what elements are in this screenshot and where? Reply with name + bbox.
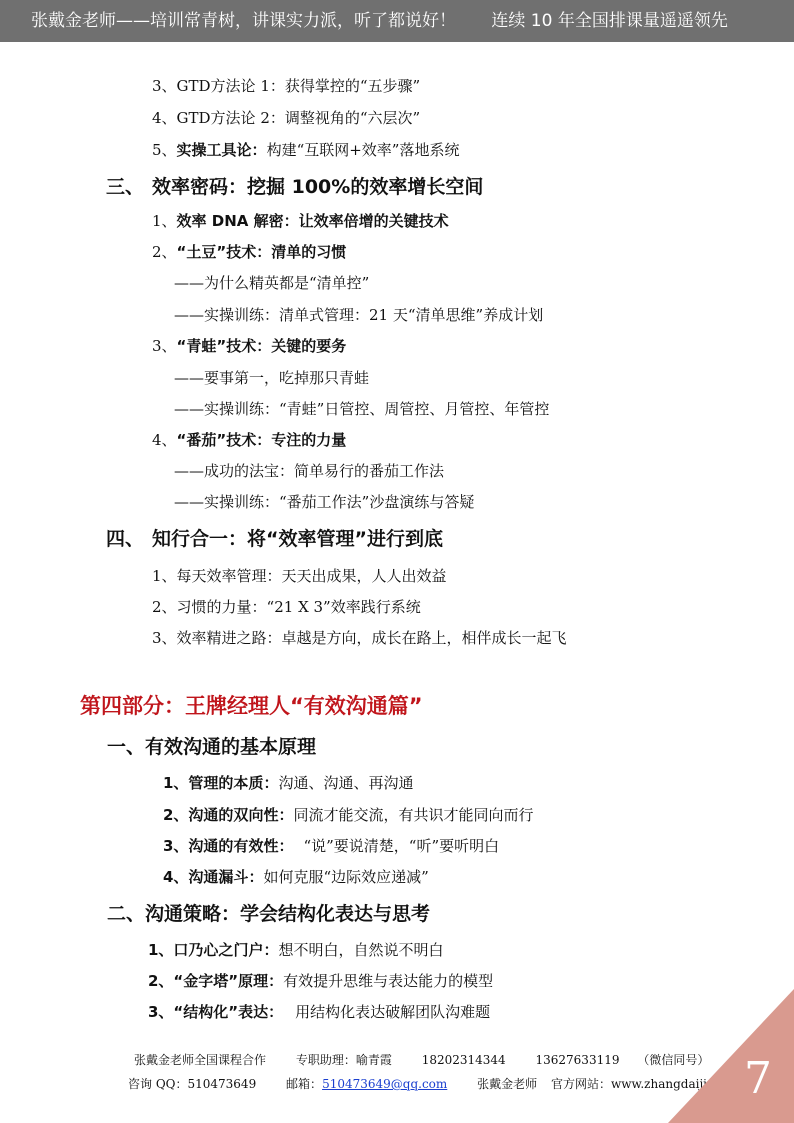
footer-wechat-note: （微信同号） — [637, 1053, 710, 1067]
list-item — [148, 1001, 490, 1023]
item-text: 用结构化表达破解团队沟难题 — [295, 1003, 491, 1021]
section-title: 知行合一：将“效率管理”进行到底 — [152, 528, 443, 550]
section-heading — [106, 526, 443, 552]
item-text: 构建“互联网+效率”落地系统 — [266, 141, 460, 159]
list-item: 2、习惯的力量：“21 X 3”效率践行系统 — [152, 598, 421, 616]
item-label: 3、沟通的有效性： — [163, 837, 294, 855]
page-number: 7 — [744, 1053, 772, 1104]
footer-phone: 18202314344 — [421, 1053, 506, 1067]
sub-item: ——要事第一，吃掉那只青蛙 — [174, 369, 370, 387]
footer-email-label: 邮箱： — [286, 1077, 323, 1091]
footer-website: 官方网站：www.zhangdaijin.com — [550, 1077, 744, 1091]
item-label: 1、管理的本质： — [163, 774, 279, 792]
list-item — [152, 210, 449, 232]
list-item — [152, 241, 346, 263]
item-number: 4、 — [152, 431, 177, 449]
item-number: 1、 — [152, 212, 177, 230]
list-item — [152, 107, 420, 129]
item-label: 2、沟通的双向性： — [163, 806, 294, 824]
item-title: “番茄”技术：专注的力量 — [176, 431, 347, 449]
item-number: 4、 — [152, 109, 177, 127]
footer-org: 张戴金老师全国课程合作 — [134, 1053, 267, 1067]
list-item — [148, 970, 493, 992]
item-title: “土豆”技术：清单的习惯 — [176, 243, 347, 261]
list-item — [163, 835, 499, 857]
item-label: 2、“金字塔”原理： — [148, 972, 284, 990]
item-title: “青蛙”技术：关键的要务 — [176, 337, 347, 355]
header-lead: 连续 10 年全国排课量遥遥领先 — [491, 11, 728, 31]
item-text: 同流才能交流，有共识才能同向而行 — [293, 806, 534, 824]
item-text: 想不明白，自然说不明白 — [278, 941, 444, 959]
section-number: 三、 — [106, 176, 145, 198]
list-item — [163, 772, 413, 794]
item-number: 3、 — [152, 337, 177, 355]
item-label: 1、口乃心之门户： — [148, 941, 279, 959]
footer-qq: 咨询 QQ：510473649 — [128, 1077, 257, 1091]
footer-teacher: 张戴金老师 — [477, 1077, 538, 1091]
header-slogan: 张戴金老师——培训常青树，讲课实力派，听了都说好！ — [31, 11, 456, 31]
sub-item: ——实操训练：“番茄工作法”沙盘演练与答疑 — [174, 493, 475, 511]
item-text: GTD方法论 1：获得掌控的“五步骤” — [176, 77, 421, 95]
section-heading — [106, 174, 483, 200]
footer-web-line — [128, 1076, 744, 1092]
item-number: 5、 — [152, 141, 177, 159]
list-item — [148, 939, 443, 961]
item-number: 2、 — [152, 243, 177, 261]
sub-item: ——实操训练：“青蛙”日管控、周管控、月管控、年管控 — [174, 400, 550, 418]
item-text: 有效提升思维与表达能力的模型 — [283, 972, 494, 990]
list-item — [152, 429, 346, 451]
list-item — [163, 866, 429, 888]
item-label: 实操工具论： — [176, 141, 267, 159]
footer-assistant: 专职助理：喻青霞 — [295, 1053, 392, 1067]
item-title: 效率 DNA 解密：让效率倍增的关键技术 — [176, 212, 449, 230]
header-banner — [0, 0, 794, 42]
sub-item: ——为什么精英都是“清单控” — [174, 274, 370, 292]
list-item — [163, 804, 533, 826]
list-item — [152, 335, 346, 357]
list-item — [152, 75, 420, 97]
item-number: 3、 — [152, 77, 177, 95]
item-text: 沟通、沟通、再沟通 — [278, 774, 414, 792]
list-item: 3、效率精进之路：卓越是方向，成长在路上，相伴成长一起飞 — [152, 629, 567, 647]
corner-decoration — [668, 989, 794, 1123]
item-text: 如何克服“边际效应递减” — [263, 868, 429, 886]
list-item — [152, 139, 459, 161]
item-text: “说”要说清楚，“听”要听明白 — [303, 837, 500, 855]
part-title: 第四部分：王牌经理人“有效沟通篇” — [80, 694, 423, 718]
section-heading: 二、沟通策略：学会结构化表达与思考 — [107, 903, 431, 925]
section-heading: 一、有效沟通的基本原理 — [107, 736, 317, 758]
section-title: 效率密码：挖掘 100%的效率增长空间 — [152, 176, 484, 198]
item-label: 3、“结构化”表达： — [148, 1003, 284, 1021]
list-item: 1、每天效率管理：天天出成果，人人出效益 — [152, 567, 447, 585]
item-label: 4、沟通漏斗： — [163, 868, 264, 886]
footer-contact-line — [134, 1052, 709, 1068]
sub-item: ——实操训练：清单式管理：21 天“清单思维”养成计划 — [174, 306, 544, 324]
section-number: 四、 — [106, 528, 145, 550]
email-link[interactable]: 510473649@qq.com — [322, 1077, 448, 1091]
sub-item: ——成功的法宝：简单易行的番茄工作法 — [174, 462, 445, 480]
item-text: GTD方法论 2：调整视角的“六层次” — [176, 109, 421, 127]
footer-phone: 13627633119 — [535, 1053, 620, 1067]
